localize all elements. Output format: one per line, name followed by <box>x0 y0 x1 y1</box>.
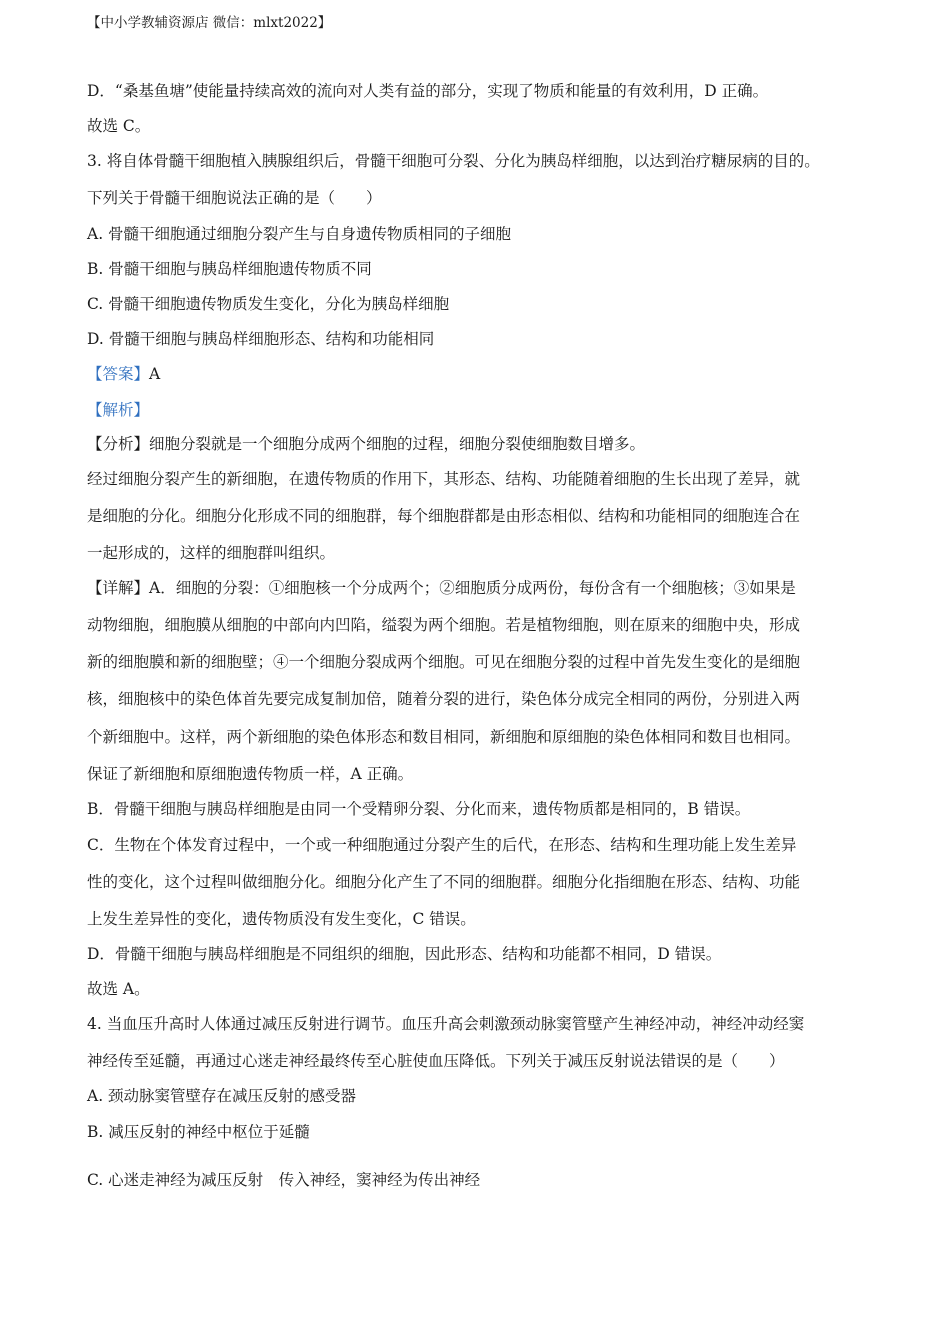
text-line: D．“桑基鱼塘”使能量持续高效的流向对人类有益的部分，实现了物质和能量的有效利用，D 正确。 <box>87 82 769 100</box>
xiangjie-text: A．细胞的分裂：①细胞核一个分成两个；②细胞质分成两份，每份含有一个细胞核；③如果是 <box>149 579 796 597</box>
text-line: 上发生差异性的变化，遗传物质没有发生变化，C 错误。 <box>87 910 476 928</box>
analysis-heading <box>87 400 149 420</box>
text-line: 经过细胞分裂产生的新细胞，在遗传物质的作用下，其形态、结构、功能随着细胞的生长出现了差异，就 <box>87 470 801 488</box>
answer-line <box>87 364 160 384</box>
fenxi-line <box>87 434 645 454</box>
option-c: C. 骨髓干细胞遗传物质发生变化，分化为胰岛样细胞 <box>87 295 450 313</box>
text-line: 保证了新细胞和原细胞遗传物质一样，A 正确。 <box>87 765 414 783</box>
question-4-stem: 4. 当血压升高时人体通过减压反射进行调节。血压升高会刺激颈动脉窦管壁产生神经冲动，神经冲动经窦 <box>87 1015 805 1033</box>
option-d: D. 骨髓干细胞与胰岛样细胞形态、结构和功能相同 <box>87 330 435 348</box>
option-b: B. 减压反射的神经中枢位于延髓 <box>87 1123 310 1141</box>
option-a: A. 颈动脉窦管壁存在减压反射的感受器 <box>87 1087 357 1105</box>
text-line: 故选 C。 <box>87 117 151 135</box>
answer-tag: 【答案】 <box>87 365 150 383</box>
xiangjie-line <box>87 578 796 598</box>
page-header: 【中小学教辅资源店 微信：mlxt2022】 <box>87 15 332 31</box>
fenxi-text: 细胞分裂就是一个细胞分成两个细胞的过程，细胞分裂使细胞数目增多。 <box>149 435 646 453</box>
text-line: 性的变化，这个过程叫做细胞分化。细胞分化产生了不同的细胞群。细胞分化指细胞在形态、结构、功能 <box>87 873 801 891</box>
text-line: 核，细胞核中的染色体首先要完成复制加倍，随着分裂的进行，染色体分成完全相同的两份，分别进入两 <box>87 690 801 708</box>
option-c: C. 心迷走神经为减压反射 传入神经，窦神经为传出神经 <box>87 1171 481 1189</box>
option-b: B. 骨髓干细胞与胰岛样细胞遗传物质不同 <box>87 260 372 278</box>
text-line: D．骨髓干细胞与胰岛样细胞是不同组织的细胞，因此形态、结构和功能都不相同，D 错误。 <box>87 945 722 963</box>
text-line: 新的细胞膜和新的细胞壁；④一个细胞分裂成两个细胞。可见在细胞分裂的过程中首先发生变化的是细胞 <box>87 653 801 671</box>
xiangjie-tag: 【详解】 <box>87 579 150 597</box>
text-line: 故选 A。 <box>87 980 150 998</box>
text-line: B．骨髓干细胞与胰岛样细胞是由同一个受精卵分裂、分化而来，遗传物质都是相同的，B 错误。 <box>87 800 751 818</box>
text-line: 个新细胞中。这样，两个新细胞的染色体形态和数目相同，新细胞和原细胞的染色体相同和数目也相同。 <box>87 728 801 746</box>
text-line: 动物细胞，细胞膜从细胞的中部向内凹陷，缢裂为两个细胞。若是植物细胞，则在原来的细胞中央，形成 <box>87 616 801 634</box>
question-3-stem: 3. 将自体骨髓干细胞植入胰腺组织后，骨髓干细胞可分裂、分化为胰岛样细胞，以达到治疗糖尿病的目的。 <box>87 152 820 170</box>
question-3-prompt: 下列关于骨髓干细胞说法正确的是（ ） <box>87 189 382 207</box>
text-line: 一起形成的，这样的细胞群叫组织。 <box>87 544 336 562</box>
analysis-tag: 【解析】 <box>87 401 150 419</box>
answer-value: A <box>149 365 161 383</box>
text-line: C．生物在个体发育过程中，一个或一种细胞通过分裂产生的后代，在形态、结构和生理功能上发生差异 <box>87 836 797 854</box>
text-line: 是细胞的分化。细胞分化形成不同的细胞群，每个细胞群都是由形态相似、结构和功能相同的细胞连合在 <box>87 507 801 525</box>
fenxi-tag: 【分析】 <box>87 435 150 453</box>
option-a: A. 骨髓干细胞通过细胞分裂产生与自身遗传物质相同的子细胞 <box>87 225 512 243</box>
question-4-prompt: 神经传至延髓，再通过心迷走神经最终传至心脏使血压降低。下列关于减压反射说法错误的是（ ） <box>87 1052 785 1070</box>
